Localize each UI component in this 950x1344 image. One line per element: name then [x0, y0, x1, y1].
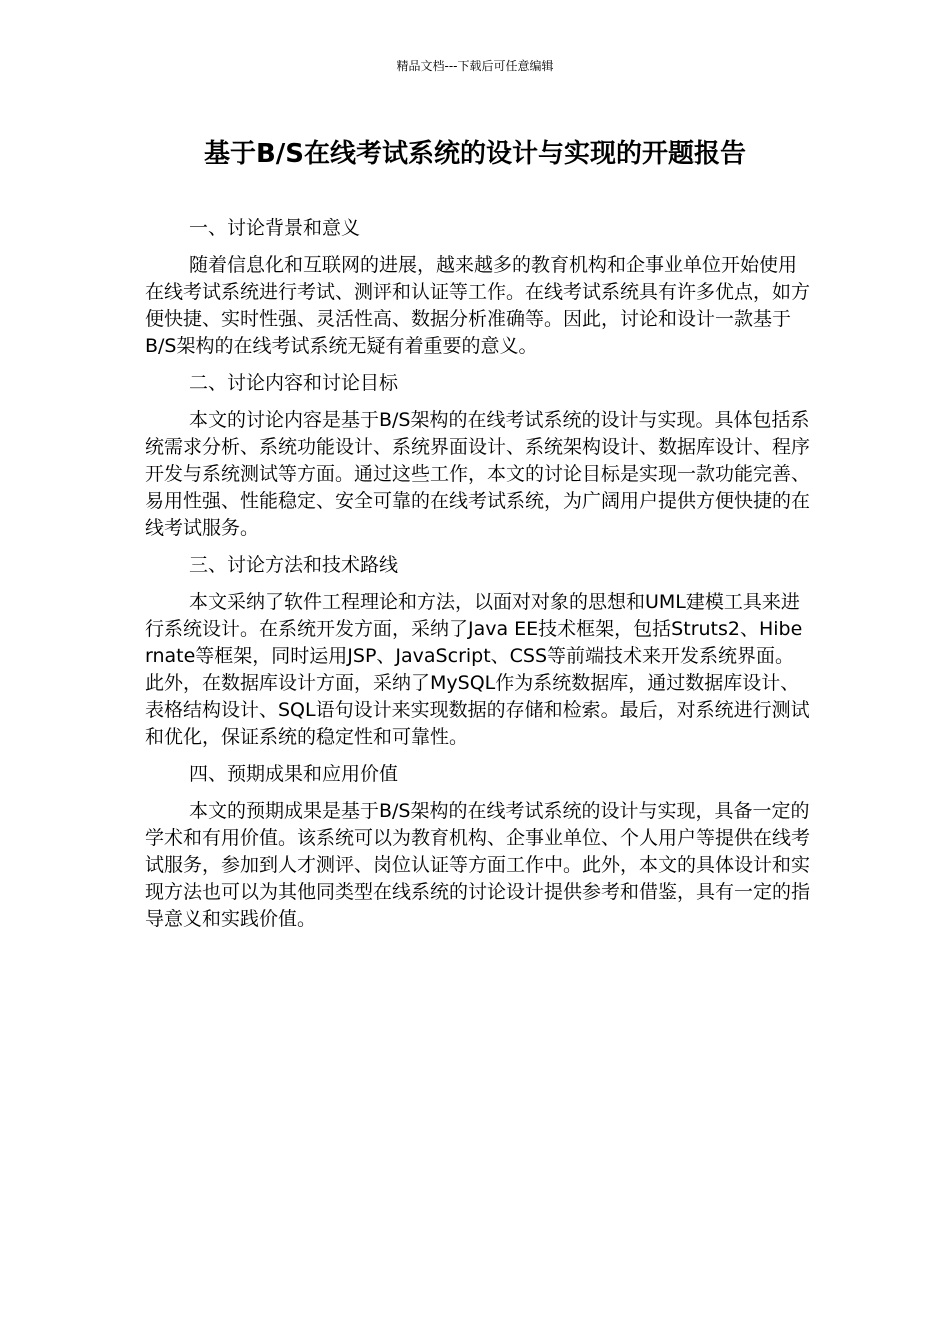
section-heading: 二、讨论内容和讨论目标: [189, 372, 399, 394]
section-heading: 一、讨论背景和意义: [189, 217, 361, 239]
section-paragraph: 本文采纳了软件工程理论和方法，以面对对象的思想和UML建模工具来进行系统设计。在系统开发方面，采纳了Java EE技术框架，包括Struts2、Hibernate等框架，同时运用JSP、JavaScript、CSS等前端技术来开发系统界面。此外，在数据库设计方面，采纳了MySQL作为系统数据库，通过数据库设计、表格结构设计、SQL语句设计来实现数据的存储和检索。最后，对系统进行测试和优化，保证系统的稳定性和可靠性。: [145, 591, 810, 748]
section-heading: 三、讨论方法和技术路线: [189, 554, 399, 576]
document-title: 基于B/S在线考试系统的设计与实现的开题报告: [203, 139, 747, 169]
section-content-goals: [145, 370, 810, 542]
section-heading: 四、预期成果和应用价值: [189, 763, 399, 785]
section-paragraph: 本文的讨论内容是基于B/S架构的在线考试系统的设计与实现。具体包括系统需求分析、系统功能设计、系统界面设计、系统架构设计、数据库设计、程序开发与系统测试等方面。通过这些工作，本文的讨论目标是实现一款功能完善、易用性强、性能稳定、安全可靠的在线考试系统，为广阔用户提供方便快捷的在线考试服务。: [145, 409, 811, 539]
page-header: 精品文档---下载后可任意编辑: [396, 59, 554, 73]
section-paragraph: 随着信息化和互联网的进展，越来越多的教育机构和企事业单位开始使用在线考试系统进行考试、测评和认证等工作。在线考试系统具有许多优点，如方便快捷、实时性强、灵活性高、数据分析准确等。因此，讨论和设计一款基于B/S架构的在线考试系统无疑有着重要的意义。: [145, 254, 811, 357]
section-methods: [145, 552, 810, 751]
section-paragraph: 本文的预期成果是基于B/S架构的在线考试系统的设计与实现，具备一定的学术和有用价值。该系统可以为教育机构、企事业单位、个人用户等提供在线考试服务，参加到人才测评、岗位认证等方面工作中。此外，本文的具体设计和实现方法也可以为其他同类型在线系统的讨论设计提供参考和借鉴，具有一定的指导意义和实践价值。: [145, 800, 811, 930]
section-outcomes: [145, 761, 810, 933]
document-body: [145, 215, 810, 943]
section-background: [145, 215, 810, 360]
